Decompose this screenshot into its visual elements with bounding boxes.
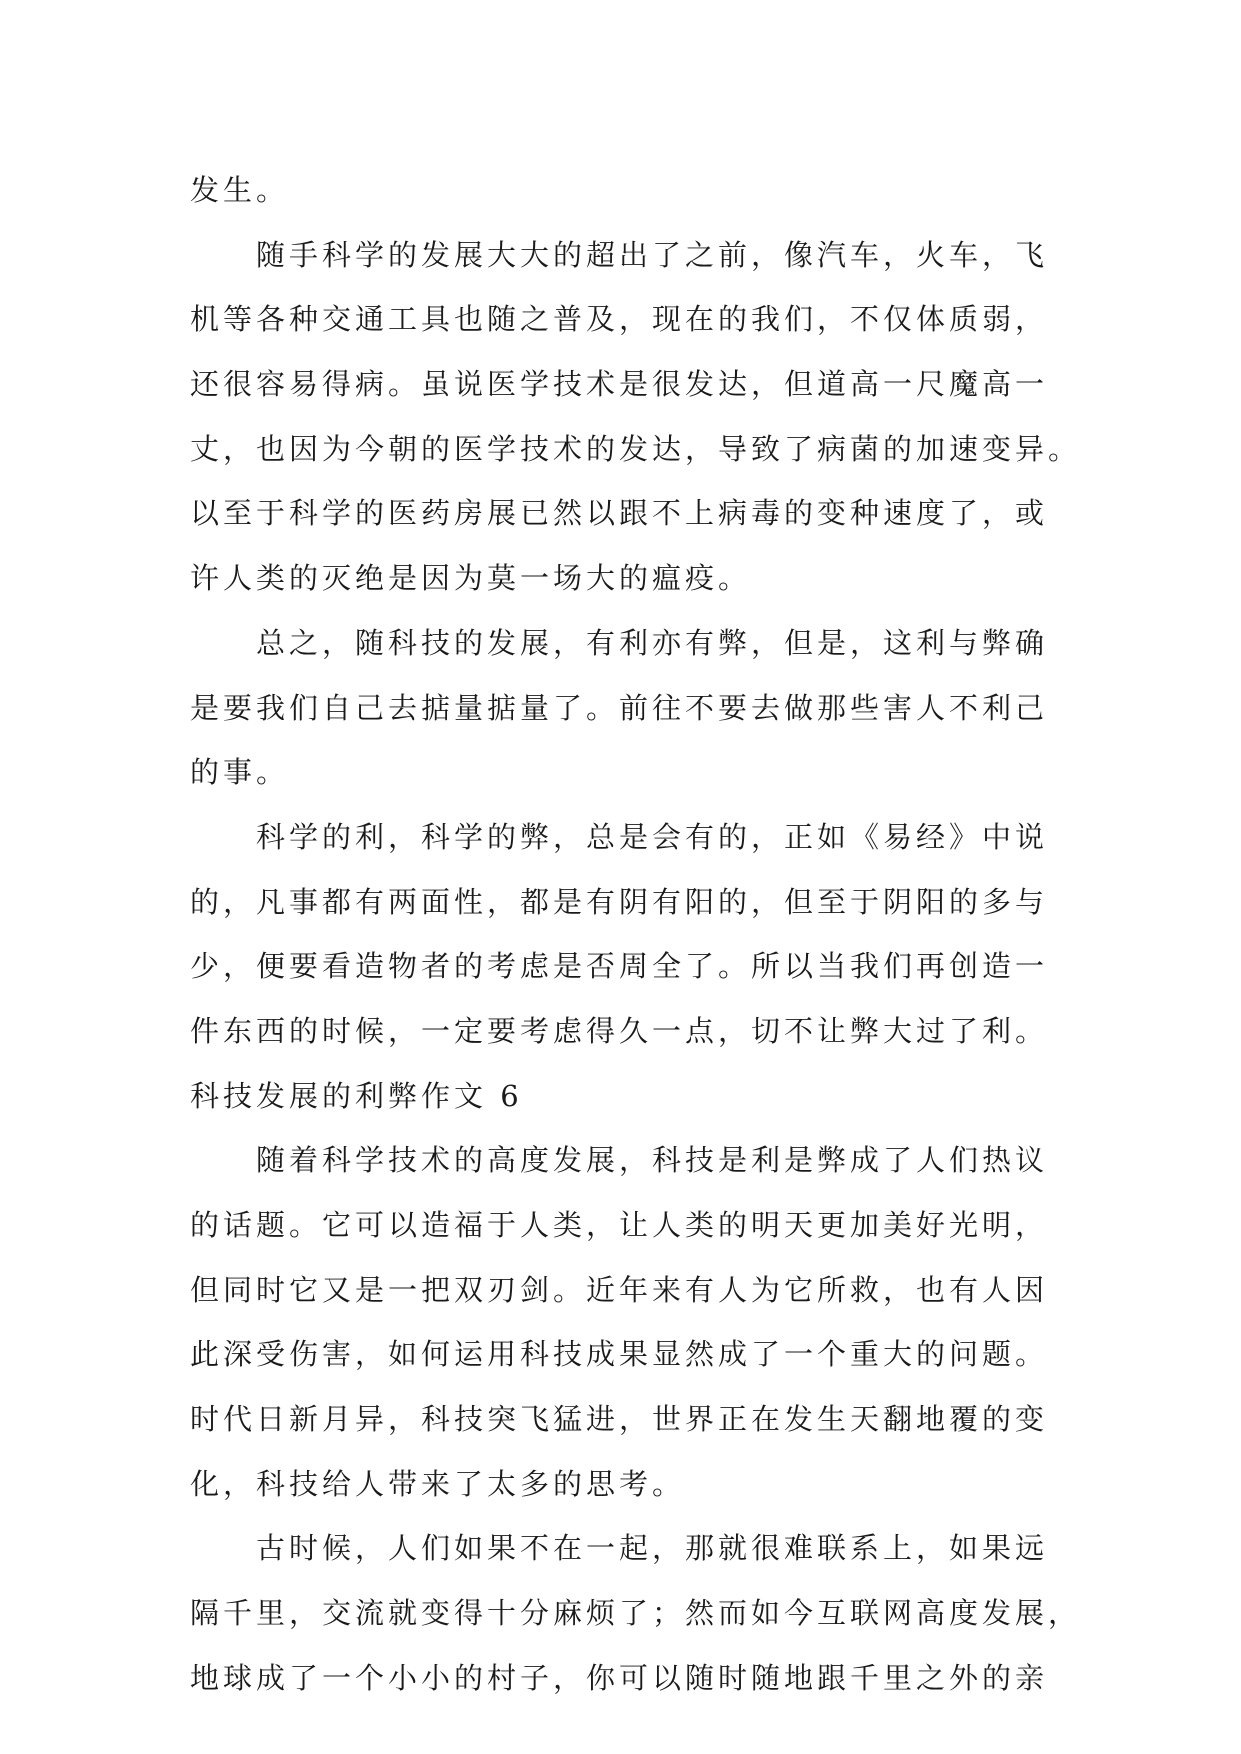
text-line: 的事。: [190, 755, 290, 790]
text-line: 丈，也因为今朝的医学技术的发达，导致了病菌的加速变异。: [190, 431, 1082, 466]
text-line: 科技发展的利弊作文 6: [190, 1078, 523, 1113]
text-line: 机等各种交通工具也随之普及，现在的我们，不仅体质弱，: [190, 302, 1049, 337]
text-line: 但同时它又是一把双刃剑。近年来有人为它所救，也有人因: [190, 1272, 1049, 1307]
text-line: 以至于科学的医药房展已然以跟不上病毒的变种速度了，或: [190, 496, 1049, 531]
text-line: 是要我们自己去掂量掂量了。前往不要去做那些害人不利己: [190, 690, 1049, 725]
document-body: [190, 158, 1082, 1711]
text-line: 件东西的时候，一定要考虑得久一点，切不让弊大过了利。: [190, 1013, 1049, 1048]
text-line: 化，科技给人带来了太多的思考。: [190, 1466, 686, 1501]
text-line: 的，凡事都有两面性，都是有阴有阳的，但至于阴阳的多与: [190, 884, 1049, 919]
text-line: 古时候，人们如果不在一起，那就很难联系上，如果远: [256, 1531, 1049, 1566]
text-line: 随着科学技术的高度发展，科技是利是弊成了人们热议: [256, 1143, 1049, 1178]
text-line: 时代日新月异，科技突飞猛进，世界正在发生天翻地覆的变: [190, 1402, 1049, 1437]
text-line: 此深受伤害，如何运用科技成果显然成了一个重大的问题。: [190, 1337, 1049, 1372]
text-line: 的话题。它可以造福于人类，让人类的明天更加美好光明，: [190, 1208, 1049, 1242]
text-line: 科学的利，科学的弊，总是会有的，正如《易经》中说: [256, 819, 1049, 854]
text-line: 随手科学的发展大大的超出了之前，像汽车，火车，飞: [256, 237, 1049, 272]
text-line: 许人类的灭绝是因为莫一场大的瘟疫。: [190, 561, 752, 596]
text-line: 地球成了一个小小的村子，你可以随时随地跟千里之外的亲: [190, 1660, 1049, 1695]
text-line: 发生。: [190, 173, 290, 207]
text-line: 少，便要看造物者的考虑是否周全了。所以当我们再创造一: [190, 949, 1049, 984]
text-line: 隔千里，交流就变得十分麻烦了；然而如今互联网高度发展，: [190, 1596, 1082, 1631]
text-line: 总之，随科技的发展，有利亦有弊，但是，这利与弊确: [256, 625, 1049, 660]
text-line: 还很容易得病。虽说医学技术是很发达，但道高一尺魔高一: [190, 367, 1049, 402]
